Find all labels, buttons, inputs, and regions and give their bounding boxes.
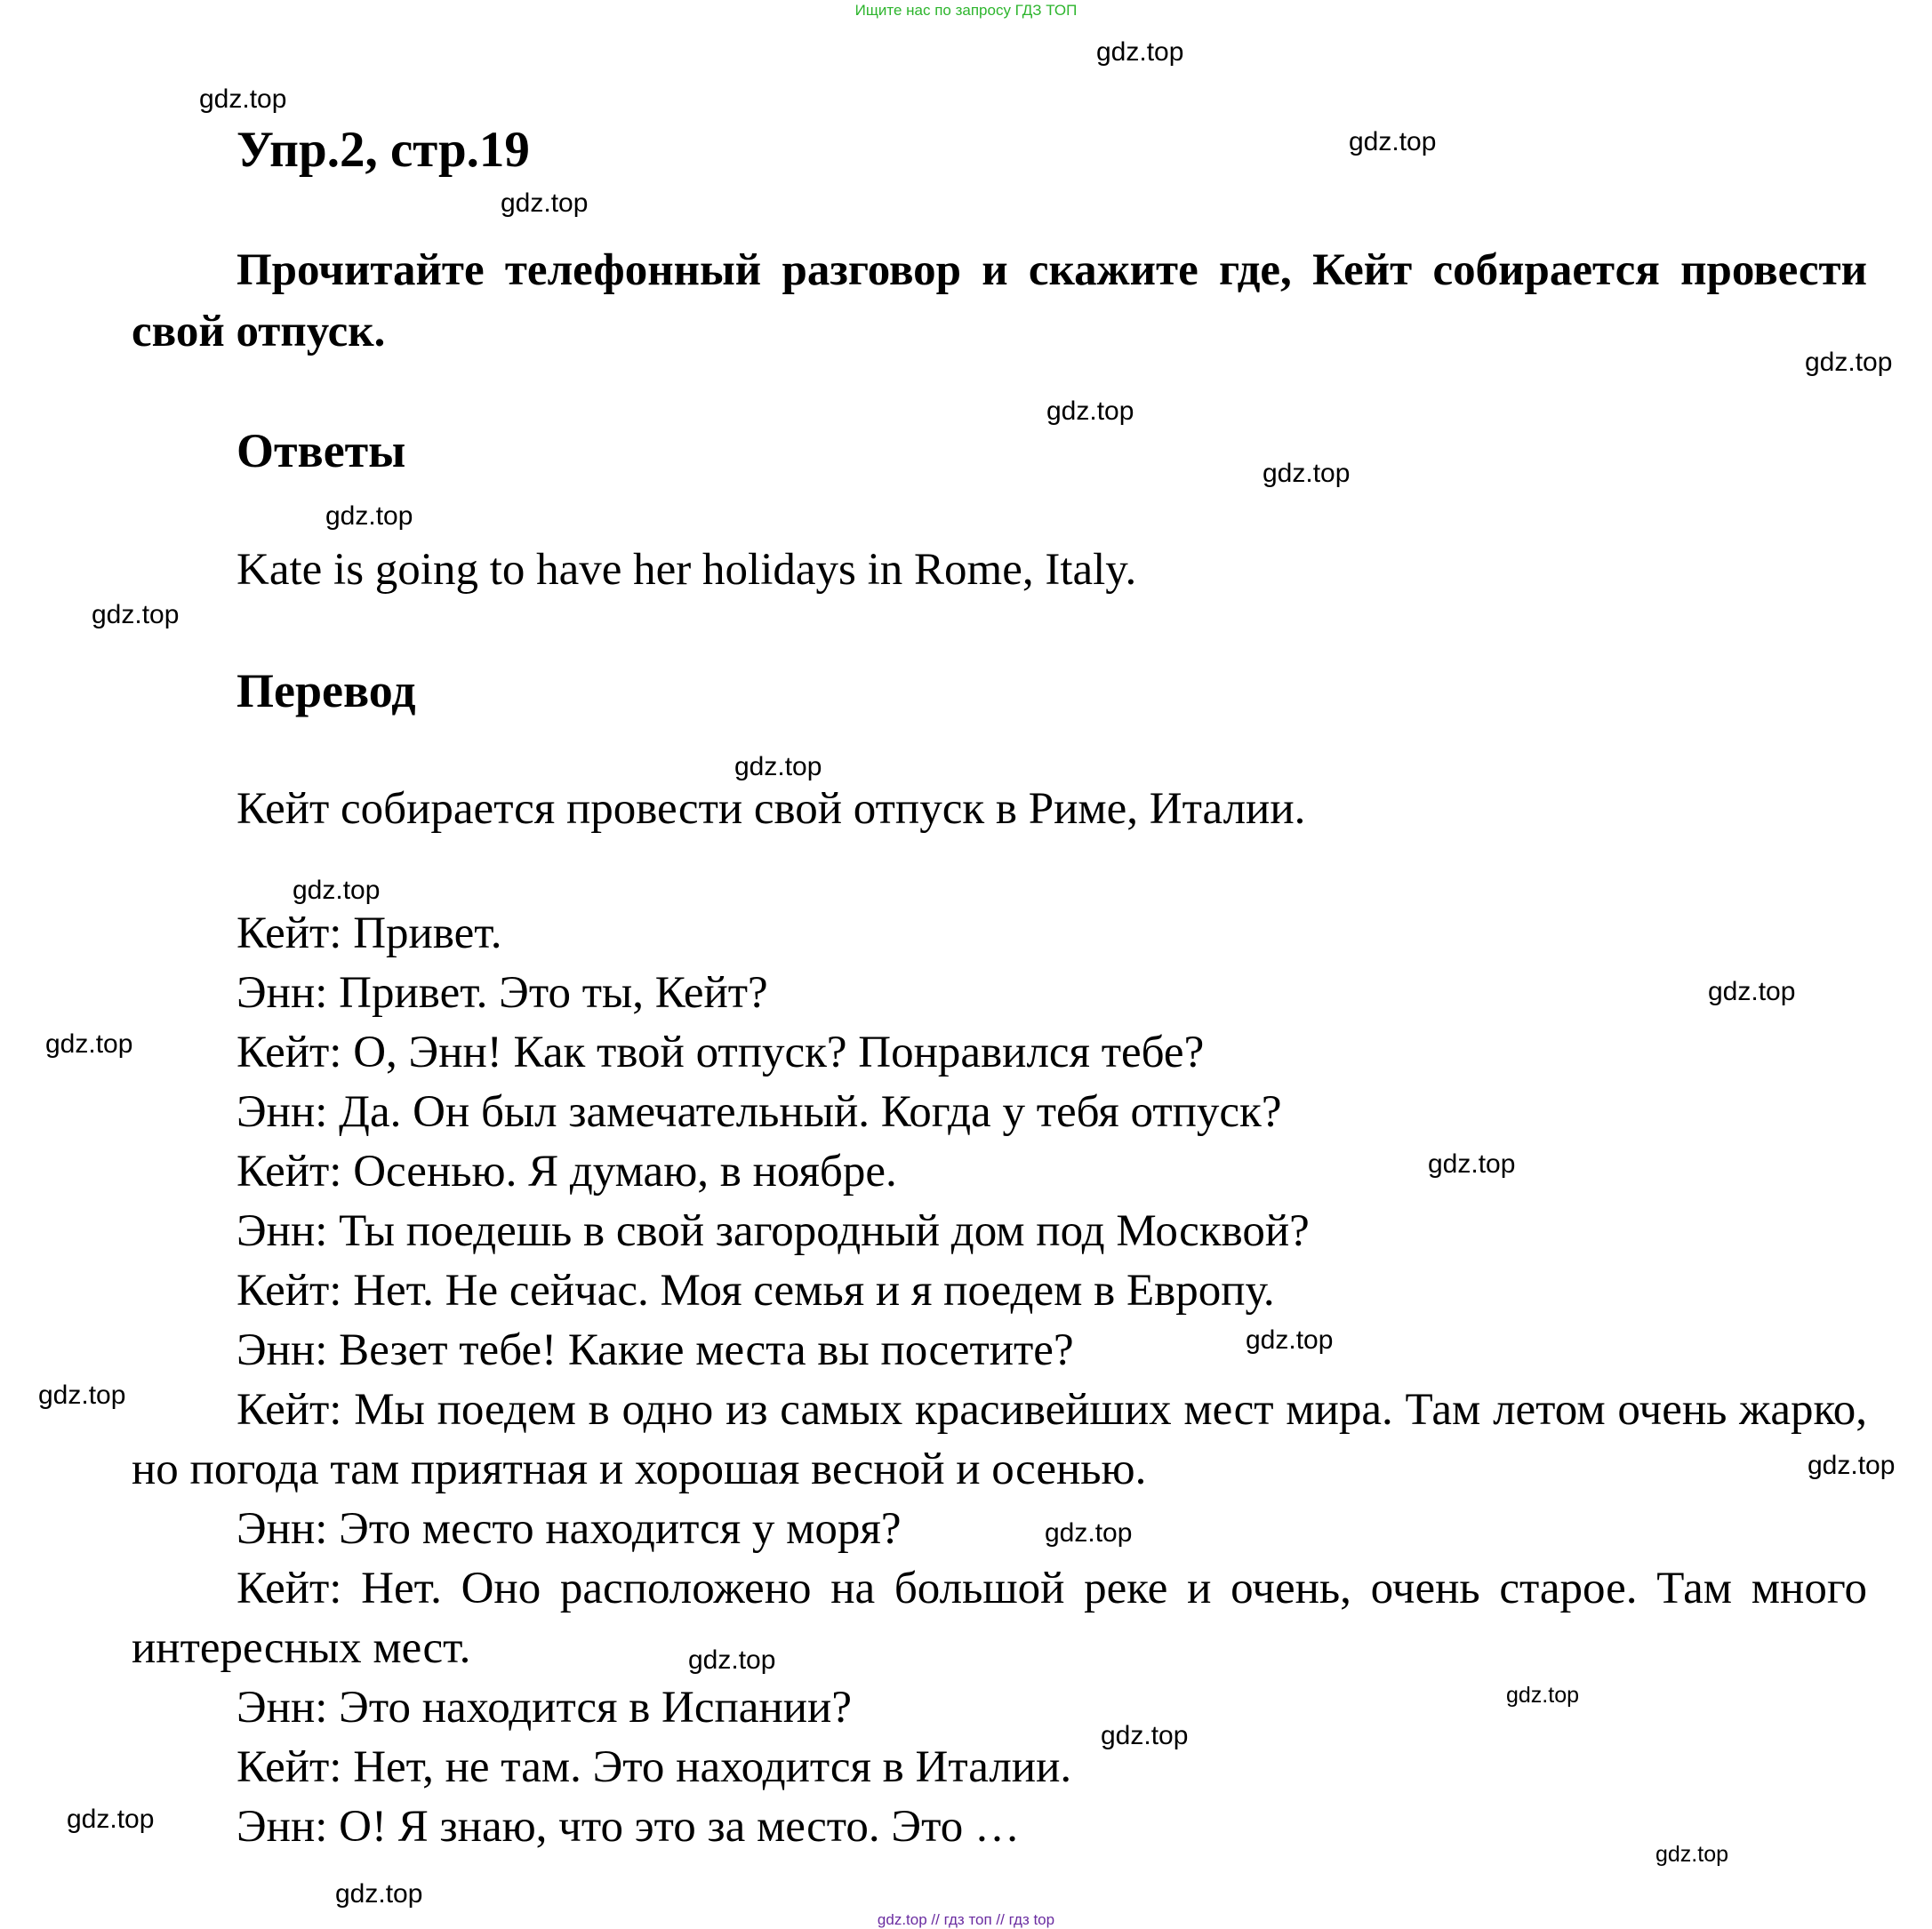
watermark: gdz.top — [1246, 1325, 1334, 1355]
dialog-line: Кейт: Мы поедем в одно из самых красивейших мест мира. Там летом очень жарко, но погода там приятная и хорошая весной и осенью. — [132, 1385, 1867, 1494]
watermark: gdz.top — [1263, 459, 1351, 488]
watermark: gdz.top — [1101, 1721, 1189, 1750]
watermark: gdz.top — [335, 1879, 423, 1909]
watermark: gdz.top — [1096, 37, 1184, 67]
bottom-watermark-note: gdz.top // гдз топ // гдз top — [877, 1911, 1055, 1928]
watermark: gdz.top — [1655, 1842, 1729, 1867]
dialog-line: Кейт: Нет. Оно расположено на большой реке и очень, очень старое. Там много интересных мест. — [132, 1564, 1867, 1673]
watermark: gdz.top — [501, 188, 589, 218]
watermark: gdz.top — [688, 1645, 776, 1675]
task-text: Прочитайте телефонный разговор и скажите где, Кейт собирается провести свой отпуск. — [132, 245, 1867, 356]
watermark: gdz.top — [1808, 1451, 1896, 1480]
dialog-line: Энн: Да. Он был замечательный. Когда у тебя отпуск? — [236, 1087, 1282, 1137]
dialog-line: Кейт: Нет, не там. Это находится в Италии. — [236, 1742, 1072, 1792]
dialog-line: Кейт: Нет. Не сейчас. Моя семья и я поедем в Европу. — [236, 1266, 1275, 1316]
watermark: gdz.top — [199, 84, 287, 114]
watermark: gdz.top — [1506, 1683, 1580, 1708]
watermark: gdz.top — [734, 752, 822, 781]
watermark: gdz.top — [38, 1381, 126, 1410]
watermark: gdz.top — [1349, 127, 1437, 156]
dialog-line: Энн: Везет тебе! Какие места вы посетите? — [236, 1325, 1074, 1375]
dialog-line: Энн: Привет. Это ты, Кейт? — [236, 968, 768, 1018]
watermark: gdz.top — [92, 600, 180, 629]
answer-text: Kate is going to have her holidays in Rome, Italy. — [236, 545, 1137, 595]
watermark: gdz.top — [45, 1029, 133, 1059]
watermark: gdz.top — [293, 876, 381, 905]
watermark: gdz.top — [67, 1805, 155, 1834]
dialog-line: Энн: Это находится в Испании? — [236, 1683, 852, 1733]
watermark: gdz.top — [1708, 977, 1796, 1006]
top-search-note: Ищите нас по запросу ГДЗ ТОП — [854, 2, 1078, 19]
dialog-line: Энн: О! Я знаю, что это за место. Это … — [236, 1802, 1020, 1852]
dialog-line: Кейт: Привет. — [236, 908, 502, 958]
dialog-line: Кейт: Осенью. Я думаю, в ноябре. — [236, 1147, 897, 1197]
watermark: gdz.top — [1046, 396, 1134, 426]
answers-heading: Ответы — [236, 424, 406, 477]
watermark: gdz.top — [1428, 1149, 1516, 1179]
translation-text: Кейт собирается провести свой отпуск в Риме, Италии. — [236, 784, 1306, 834]
translation-heading: Перевод — [236, 664, 416, 717]
dialog-line: Энн: Ты поедешь в свой загородный дом под Москвой? — [236, 1206, 1310, 1256]
dialog-line: Кейт: О, Энн! Как твой отпуск? Понравился тебе? — [236, 1028, 1205, 1077]
watermark: gdz.top — [1805, 348, 1893, 377]
watermark: gdz.top — [1045, 1518, 1133, 1548]
dialog-line: Энн: Это место находится у моря? — [236, 1504, 902, 1554]
dialog-block — [132, 904, 1867, 1857]
watermark: gdz.top — [325, 501, 413, 531]
page-title: Упр.2, стр.19 — [236, 122, 530, 178]
